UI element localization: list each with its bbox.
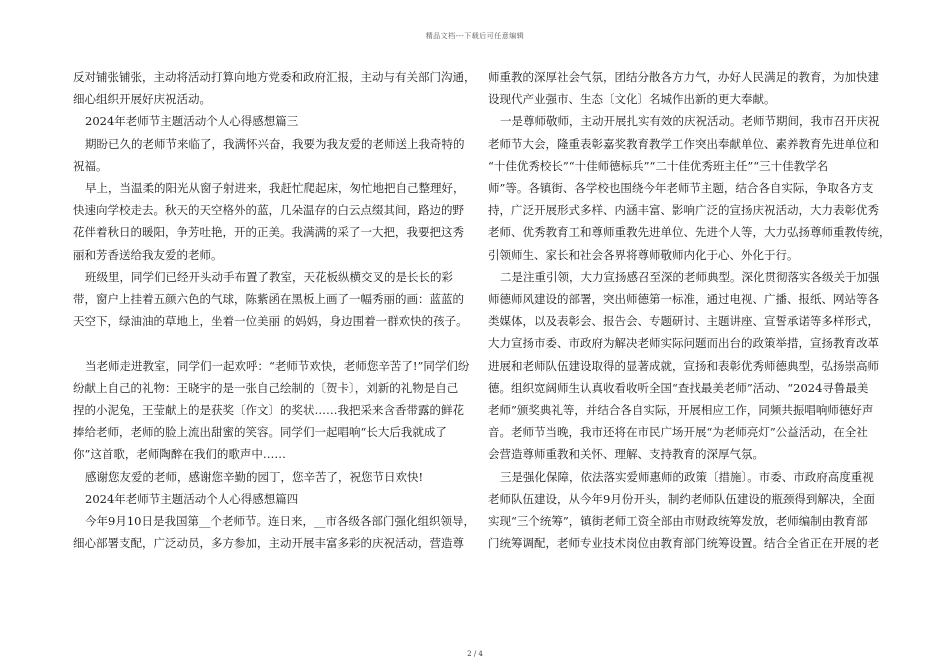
text-line: 老师节大会，隆重表彰嘉奖教育教学工作突出奉献单位、素养教育先进单位和 xyxy=(488,136,879,151)
text-line: 反对铺张铺张，主动将活动打算向地方党委和政府汇报，主动与有关部门沟通， xyxy=(73,70,476,84)
text-line: 类媒体，以及表彰会、报告会、专题研讨、主题讲座、宣誓承诺等多样形式， xyxy=(488,314,879,329)
text-line: 持，广泛开展形式多样、内涵丰富、影响广泛的宣扬庆祝活动，大力表彰优秀 xyxy=(488,203,879,218)
text-line: 班级里，同学们已经开头动手布置了教室，天花板纵横交叉的是长长的彩 xyxy=(85,269,453,284)
text-line: 带，窗户上挂着五颜六色的气球，陈紫函在黑板上画了一幅秀丽的画：蓝蓝的 xyxy=(73,292,464,307)
text-line: 音。老师节当晚，我市还将在市民广场开展“为老师亮灯”公益活动，在全社 xyxy=(488,425,868,440)
text-line: 二是注重引领，大力宣扬感召至深的老师典型。深化贯彻落实各级关于加强 xyxy=(500,269,880,284)
text-line: 老师队伍建设，从今年9月份开头，制约老师队伍建设的瓶颈得到解决，全面 xyxy=(488,491,875,506)
text-line: 你”这首歌，老师陶醉在我们的歌声中…… xyxy=(73,447,286,462)
right-text-column xyxy=(488,66,891,554)
text-line: 捏的小泥兔，王莹献上的是获奖〔作文〕的奖状……我把采来含香带露的鲜花 xyxy=(73,403,464,418)
text-line: 老师、优秀教育工和尊师重教先进单位、先进个人等，大力弘扬尊师重教传统， xyxy=(488,225,891,240)
text-line: 德。组织宽阔师生认真收看收听全国“查找最美老师”活动、“2024寻鲁最美 xyxy=(488,380,869,395)
text-line: 设现代产业强市、生态〔文化〕名城作出新的更大奉献。 xyxy=(488,92,776,107)
text-line: “十佳优秀校长”“十佳师德标兵”“二十佳优秀班主任”“三十佳教学名 xyxy=(488,158,829,173)
text-line: 2024年老师节主题活动个人心得感想篇四 xyxy=(85,491,299,506)
text-line: 师重教的深厚社会气氛，团结分散各方力气，办好人民满足的教育，为加快建 xyxy=(488,70,879,84)
text-line: 纷献上自己的礼物：王晓宇的是一张自己绘制的〔贺卡〕，刘新的礼物是自己 xyxy=(73,380,459,395)
text-line: 快速向学校走去。秋天的天空格外的蓝，几朵温存的白云点缀其间，路边的野 xyxy=(73,203,464,218)
text-line: 丽和芳香送给我友爱的老师。 xyxy=(73,247,223,262)
blank-line xyxy=(73,332,473,354)
text-line: 祝福。 xyxy=(73,158,108,173)
left-text-column xyxy=(73,66,476,554)
text-line: 早上，当温柔的阳光从窗子射进来，我赶忙爬起床，匆忙地把自己整理好， xyxy=(85,181,465,196)
text-line: 引领师生、家长和社会各界将尊师敬师内化于心、外化于行。 xyxy=(488,247,799,262)
text-line: 门统筹调配，老师专业技术岗位由教育部门统筹设置。结合全省正在开展的老 xyxy=(488,536,879,551)
page-number: 2 / 4 xyxy=(467,650,483,658)
text-line: 大力宣扬市委、市政府为解决老师实际问题而出台的政策举措，宣扬教育改革 xyxy=(488,336,879,351)
text-line: 花伴着秋日的暖阳，争芳吐艳，开的正美。我满满的采了一大把，我要把这秀 xyxy=(73,225,464,240)
text-line: 一是尊师敬师，主动开展扎实有效的庆祝活动。老师节期间，我市召开庆祝 xyxy=(500,114,880,129)
text-line: 进展和老师队伍建设取得的显著成就，宣扬和表彰优秀师德典型，弘扬崇高师 xyxy=(488,358,879,373)
text-line: 师”等。各镇街、各学校也围绕今年老师节主题，结合各自实际，争取各方支 xyxy=(488,181,874,196)
text-line: 细心部署支配，广泛动员，多方参加，主动开展丰富多彩的庆祝活动，营造尊 xyxy=(73,536,464,551)
text-line: 天空下，绿油油的草地上，坐着一位美丽 的妈妈，身边围着一群欢快的孩子。 xyxy=(73,314,468,329)
text-line: 当老师走进教室，同学们一起欢呼：“老师节欢快，老师您辛苦了!”同学们纷 xyxy=(85,358,470,373)
text-line: 2024年老师节主题活动个人心得感想篇三 xyxy=(85,114,299,129)
page-header: 精品文档---下载后可任意编辑 xyxy=(425,32,525,40)
text-line: 感谢您友爱的老师，感谢您辛勤的园丁，您辛苦了，祝您节日欢快! xyxy=(85,469,424,484)
text-line: 老师”颁奖典礼等，并结合各自实际，开展相应工作，同频共振唱响师德好声 xyxy=(488,403,874,418)
text-line: 期盼已久的老师节来临了，我满怀兴奋，我要为我友爱的老师送上我奇特的 xyxy=(85,136,465,151)
text-line: 细心组织开展好庆祝活动。 xyxy=(73,92,211,107)
text-line: 今年9月10日是我国第__个老师节。连日来，__市各级各部门强化组织领导， xyxy=(85,514,475,529)
text-line: 会营造尊师重教和关怀、理解、支持教育的深厚气氛。 xyxy=(488,447,764,462)
text-line: 师德师风建设的部署，突出师德第一标准，通过电视、广播、报纸、网站等各 xyxy=(488,292,879,307)
text-line: 实现“三个统筹”，镇街老师工资全部由市财政统筹发放，老师编制由教育部 xyxy=(488,514,868,529)
text-line: 三是强化保障，依法落实爱师惠师的政策〔措施〕。市委、市政府高度重视 xyxy=(500,469,874,484)
text-line: 捧给老师，老师的脸上流出甜蜜的笑容。同学们一起唱响“长大后我就成了 xyxy=(73,425,447,440)
